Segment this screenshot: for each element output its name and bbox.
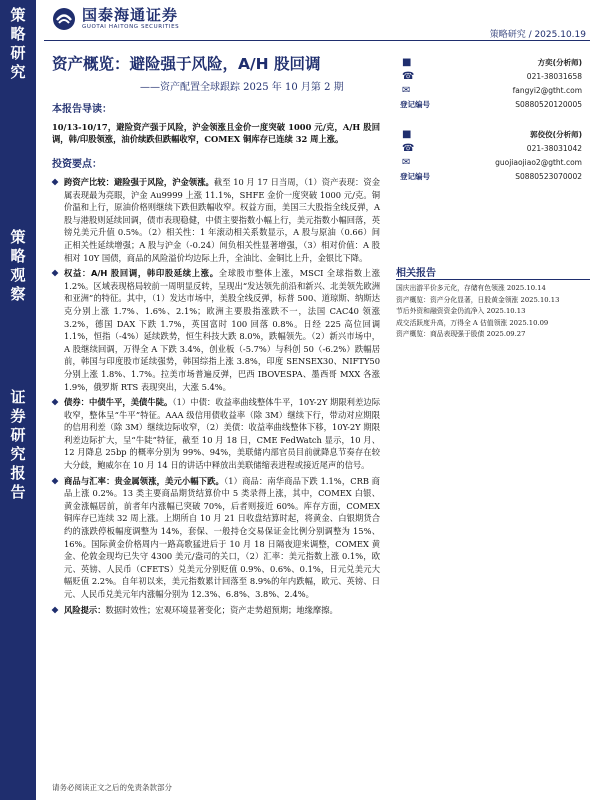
logo-mark-icon xyxy=(52,7,76,31)
logo-name-cn: 国泰海通证券 xyxy=(82,6,179,24)
point-commodities-fx xyxy=(52,475,380,601)
side-band xyxy=(0,0,36,800)
point-text: 截至 10 月 17 日当周，（1）资产表现：资金属表现最为亮眼，沪金 Au9999 上涨 11.1%，SHFE 金价一度突破 1000 元/克。铜价温和上行，原油价格则继续下跌但跌幅收窄。权益方面，美国三大股指全线反弹，A 股与港股则延续回调，债市表现稳健，中债主要指数小幅上行，美元指数小幅回落，英镑兑美元升值 0.5%。（2）相关性：1 年滚动相关系数显示，A 股与原油（0.66）间正相关性延续增强；A 股与沪金（-0.24）间负相关性显著增强，（3）相对价值：A 股相对 10Y 国债，商品的风险溢价均边际上升，全油比、金铜比上升，金银比下降。 xyxy=(64,177,380,263)
analyst-cert: S0880523070002 xyxy=(515,172,582,181)
point-text: （1）中债：收益率曲线整体牛平，10Y-2Y 期限利差边际收窄，整体呈“牛平”特征。AAA 级信用债收益率（除 3M）继续下行，带动对应期限的信用利差（除 3M）继续边际收窄，（2）美债：收益率曲线整体下移，10Y-2Y 期限利差边际扩大，呈“牛陡”特征，截至 10 月 18 日，CME FedWatch 显示，10 月、12 月降息 25bp 的概率分别为 99%、94%，美联储内部官员目前就降息节奏存在较大分歧，鲍威尔在 10 月 14 日的讲话中释放出美联储缩表进程或接近尾声的信号。 xyxy=(64,397,380,471)
main-column xyxy=(52,100,380,619)
analyst-card xyxy=(400,56,590,112)
analyst-email[interactable]: guojiaojiao2@gtht.com xyxy=(495,158,582,167)
report-title: 资产概览：避险强于风险，A/H 股回调 xyxy=(52,55,321,73)
point-text: （1）商品：南华商品下跌 1.1%，CRB 商品上涨 0.2%。13 类主要商品期货结算价中 5 类录得上涨，其中，COMEX 白银、黄金涨幅居前，前者年内涨幅已突破 70%，后者则接近 60%。库存方面，COMEX 铜库存已连续 32 周上涨。上期所自 10 月 21 日收盘结算时起，将黄金、白银期货合约的涨跌停板幅度调整为 14%，套保、一般持仓交易保证金比例分别调整为 15%、16%。国际黄金价格周内一路高歌猛进后于 10 月 18 日隔夜迎来调整，COMEX 黄金、伦敦金现均已失守 4300 美元/盎司的关口，（2）汇率：美元指数上涨 0.1%，欧元、英镑、人民币（CFETS）兑美元分别贬值 0.9%、0.6%、0.1%，日元兑美元大幅贬值 2.2%。自年初以来，美元指数累计回落至 8.9%的年内跌幅，欧元、英镑、日元、人民币兑美元年内涨幅分别为 12.3%、6.8%、3.8%、2.4%。 xyxy=(64,475,380,599)
related-divider xyxy=(396,279,590,280)
point-text: 全球股市整体上涨，MSCI 全球指数上涨 1.2%。区域表现格局较前一周明显反转，呈现出“发达领先前沿和新兴、北美领先欧洲和亚洲”的特征。其中，（1）发达市场中，美股全线反弹，标普 500、道琼斯、纳斯达克分别上涨 1.7%、1.6%、2.1%；欧洲主要股指涨跌不一，法国 CAC40 领涨 3.2%，德国 DAX 下跌 1.7%，英国富时 100 回落 0.8%。日经 225 高位回调 1.1%，恒指（-4%）延续跌势，恒生科技大跌 8.0%，跌幅领先。（2）新兴市场中，A 股继续回调，万得全 A 下跌 3.4%，创业板（-5.7%）与科创 50（-6.2%）跌幅居前，韩国与印度股市延续强势，韩国综指上涨 3.8%，印度 SENSEX30、NIFTY50 分别上涨 1.8%、1.7%。拉美市场普遍反弹，巴西 IBOVESPA、墨西哥 MXX 各涨 1.9%，俄罗斯 RTS 表现突出，大涨 5.4%。 xyxy=(64,268,380,392)
header-category-date: 策略研究 / 2025.10.19 xyxy=(489,30,586,40)
related-report-item[interactable]: 资产概览：资产分化显著，日股黄金领涨 2025.10.13 xyxy=(396,295,560,304)
point-lead: 权益：A/H 股回调，韩印股延续上涨。 xyxy=(64,268,219,279)
point-equity xyxy=(52,267,380,393)
side-label-strategy-research: 策 略 研 究 xyxy=(10,6,26,81)
cert-label: 登记编号 xyxy=(400,172,430,181)
analyst-name: 郭佼佼(分析师) xyxy=(530,130,582,139)
analyst-name: 方奕(分析师) xyxy=(537,58,582,67)
phone-icon: ☎ xyxy=(402,71,415,82)
cert-label: 登记编号 xyxy=(400,100,430,109)
company-logo xyxy=(52,6,179,32)
point-lead: 跨资产比较：避险强于风险，沪金领涨。 xyxy=(64,177,214,187)
analyst-email[interactable]: fangyi2@gtht.com xyxy=(512,86,582,95)
points-heading: 投资要点： xyxy=(52,159,102,170)
logo-name-en: GUOTAI HAITONG SECURITIES xyxy=(82,24,180,30)
analyst-phone: 021-38031658 xyxy=(526,72,582,81)
analyst-cert: S0880520120005 xyxy=(515,100,582,109)
side-label-strategy-observation: 策 略 观 察 xyxy=(10,228,26,303)
guide-heading: 本报告导读： xyxy=(52,104,112,115)
related-report-item[interactable]: 资产概览：商品表现强于股债 2025.09.27 xyxy=(396,330,526,338)
related-report-item[interactable]: 成交活跃度升高，万得全 A 估值领涨 2025.10.09 xyxy=(396,318,549,327)
point-lead: 风险提示： xyxy=(64,604,106,615)
point-risk xyxy=(52,604,380,617)
point-lead: 债券：中债牛平，美债牛陡。 xyxy=(64,397,173,408)
analyst-card xyxy=(400,128,590,184)
phone-icon: ☎ xyxy=(402,143,415,154)
person-icon: ■ xyxy=(402,129,412,140)
email-icon: ✉ xyxy=(402,157,411,168)
related-report-item[interactable]: 节后外资和融资资金仍流净入 2025.10.13 xyxy=(396,307,526,315)
point-text: 数据时效性；宏观环境显著变化；资产走势超预期；地缘摩擦。 xyxy=(105,604,338,615)
point-cross-asset xyxy=(52,176,380,264)
point-lead: 商品与汇率：贵金属领涨，美元小幅下跌。 xyxy=(64,475,224,486)
point-bonds xyxy=(52,396,380,472)
side-label-securities-report: 证 券 研 究 报 告 xyxy=(10,388,26,501)
email-icon: ✉ xyxy=(402,85,411,96)
header-divider xyxy=(44,40,590,41)
related-reports-heading: 相关报告 xyxy=(396,268,436,279)
guide-text: 10/13-10/17，避险资产强于风险，沪金领涨且金价一度突破 1000 元/克，A/H 股回调，韩/印股领涨，油价续跌但跌幅收窄，COMEX 铜库存已连续 32 周上涨。 xyxy=(52,122,380,144)
disclaimer-footer: 请务必阅读正文之后的免责条款部分 xyxy=(52,783,172,792)
person-icon: ■ xyxy=(402,57,412,68)
related-reports-list xyxy=(396,283,592,341)
report-subtitle: ——资产配置全球跟踪 2025 年 10 月第 2 期 xyxy=(140,82,344,93)
analyst-phone: 021-38031042 xyxy=(526,144,582,153)
related-report-item[interactable]: 国庆出游平价多元化，存储有色领涨 2025.10.14 xyxy=(396,284,546,292)
